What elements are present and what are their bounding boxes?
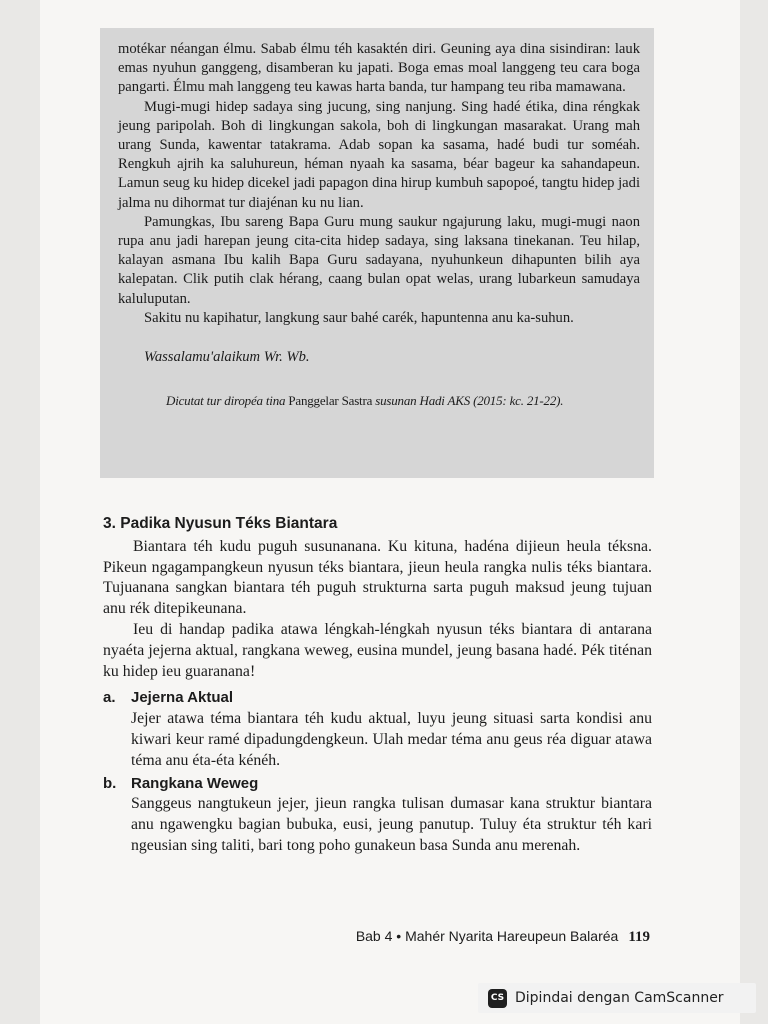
page-number: 119 <box>628 929 650 945</box>
section-body <box>103 514 652 859</box>
quote-paragraph-2: Mugi-mugi hidep sadaya sing jucung, sing nanjung. Sing hadé étika, dina réngkak jeung paripolah. Boh di lingkungan sakola, boh di lingkungan masarakat. Urang mah urang Sunda, kawentar tatakrama. Adab sopan ka sasama, hadé budi tur soméah. Rengkuh ajrih ka saluhureun, héman nyaah ka sasama, béar bageur ka sahandapeun. Lamun seug ku hidep dicekel jadi papagon dina hirup kumbuh sapopoé, tangtu hidep jadi jalma nu dihormat tur diajénan ku nu lian. <box>118 98 641 211</box>
chapter-title: Bab 4 • Mahér Nyarita Hareupeun Balaréa <box>355 928 619 944</box>
section-heading: 3. Padika Nyusun Téks Biantara <box>103 515 338 532</box>
camscanner-logo-icon: CS <box>488 989 507 1008</box>
list-marker: b. <box>103 774 117 792</box>
section-paragraph-2: Ieu di handap padika atawa léngkah-léngkah nyusun téks biantara di antarana nyaéta jejerna aktual, rangkana weweg, eusina mundel, jeung basana hadé. Pék titénan ku hidep ieu guaranana! <box>103 620 652 680</box>
quote-source <box>118 391 640 410</box>
list-item <box>103 688 652 771</box>
list-item <box>103 774 652 857</box>
quote-paragraph-1: motékar néangan élmu. Sabab élmu téh kasaktén diri. Geuning aya dina sisindiran: lauk emas nyuhun ganggeng, disamberan ku japati. Boga emas moal langgeng teu cara boga pangarti. Élmu mah langgeng teu kawas harta banda, tur hampang teu riba mamawana. <box>118 41 640 96</box>
scanner-label: Dipindai dengan CamScanner <box>515 990 724 1006</box>
source-prefix: Dicutat tur diropéa tina <box>166 393 286 409</box>
source-suffix: susunan Hadi AKS (2015: kc. 21-22). <box>375 393 564 409</box>
quote-closing: Wassalamu'alaikum Wr. Wb. <box>144 349 310 366</box>
quote-paragraph-4: Sakitu nu kapihatur, langkung saur bahé carék, hapuntenna anu ka-suhun. <box>144 309 574 326</box>
steps-list <box>103 688 652 856</box>
list-marker: a. <box>103 689 116 707</box>
list-item-title: Rangkana Weweg <box>131 774 259 792</box>
speech-excerpt-box <box>100 28 654 478</box>
quote-paragraph-3: Pamungkas, Ibu sareng Bapa Guru mung saukur ngajurung laku, mugi-mugi naon rupa anu jadi harepan jeung cita-cita hidep sadaya, sing laksana tinekanan. Teu hilap, kalayan asmana Ibu kalih Bapa Guru sadayana, nyuhunkeun dihapunten bilih aya kalepatan. Clik putih clak hérang, caang bulan opat welas, urang lubarkeun samudaya kaluluputan. <box>118 213 640 307</box>
scanner-watermark <box>478 983 756 1013</box>
list-item-title: Jejerna Aktual <box>131 689 233 707</box>
list-item-text: Sanggeus nangtukeun jejer, jieun rangka tulisan dumasar kana struktur biantara anu ngawengku bagian bubuka, eusi, jeung panutup. Tuluy éta struktur téh kari ngeusian sing taliti, bari tong poho gunakeun basa Sunda anu merenah. <box>131 795 652 854</box>
section-paragraph-1: Biantara téh kudu puguh susunanana. Ku kituna, hadéna dijieun heula téksna. Pikeun ngagampangkeun nyusun téks biantara, jieun heula rangka nulis téks biantara. Tujuanana sangkan biantara téh puguh strukturna sarta puguh maksud jeung tujuan anu rék ditepikeunana. <box>103 537 652 618</box>
list-item-text: Jejer atawa téma biantara téh kudu aktual, luyu jeung situasi sarta kondisi anu kiwari keur ramé dipadungdengkeun. Ulah medar téma anu geus réa diguar atawa téma anu éta-éta kénéh. <box>131 710 652 769</box>
page-footer <box>356 928 650 946</box>
source-title: Panggelar Sastra <box>288 393 373 409</box>
